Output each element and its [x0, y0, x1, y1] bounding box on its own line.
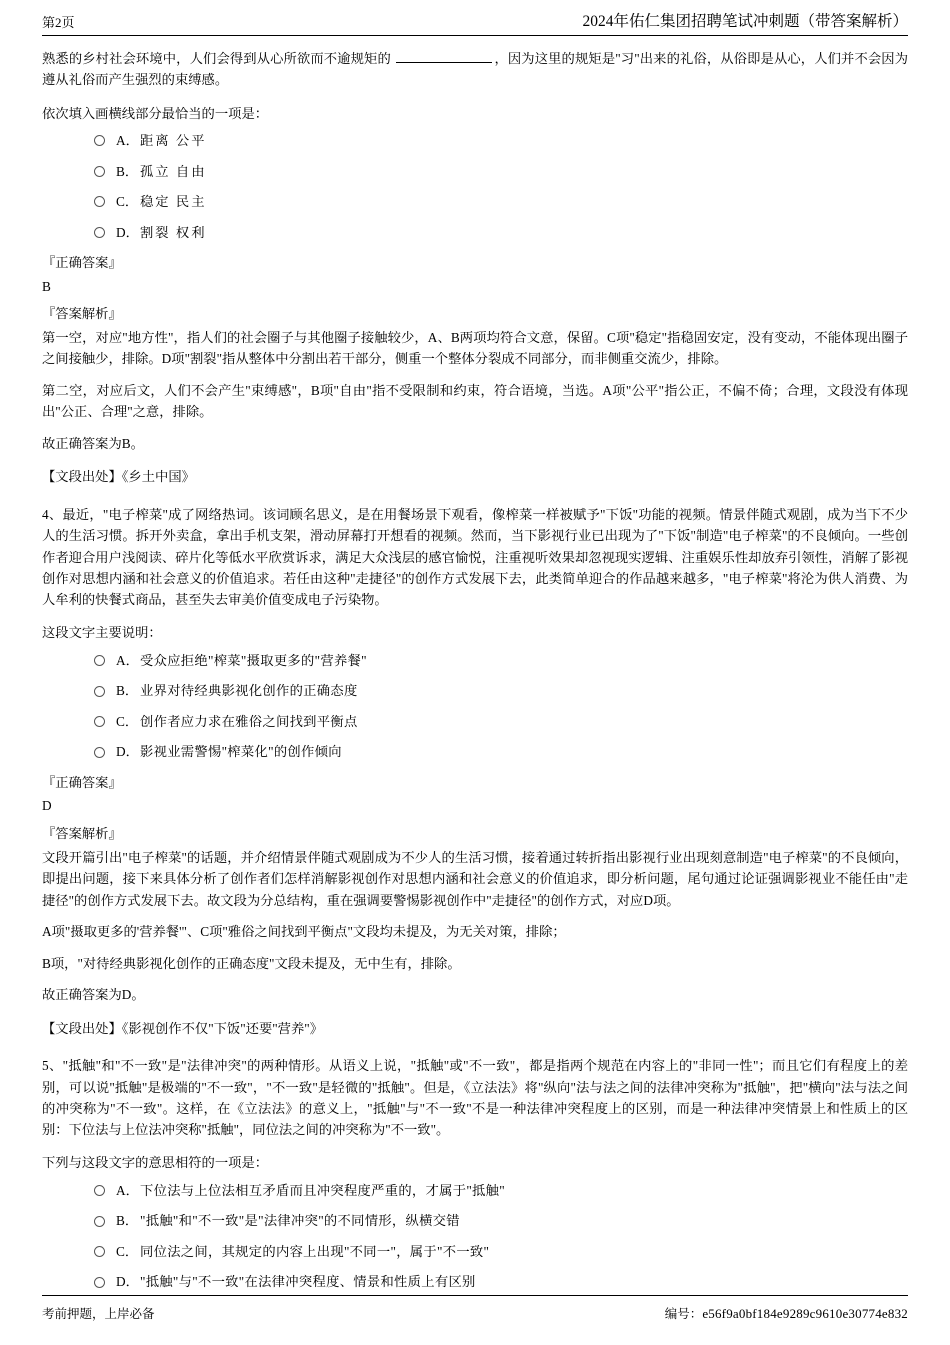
question3-analysis-paragraph: 故正确答案为B。 [42, 435, 144, 451]
footer-code-wrap [665, 1304, 908, 1322]
option-text: 同位法之间，其规定的内容上出现"不同一"，属于"不一致" [140, 1243, 490, 1259]
radio-icon[interactable] [94, 135, 105, 146]
radio-icon[interactable] [94, 1246, 105, 1257]
option-text: 业界对待经典影视化创作的正确态度 [140, 683, 358, 699]
document-content [42, 36, 908, 1293]
option-letter: A． [116, 133, 139, 149]
option-letter: B． [116, 1213, 139, 1229]
question4-stem: 4、最近，"电子榨菜"成了网络热词。该词顾名思义，是在用餐场景下观看，像榨菜一样被赋予"下饭"功能的视频。情景伴随式观剧，成为当下不少人的生活习惯。拆开外卖盒，拿出手机支架，滑动屏幕打开想看的视频。然而，当下影视行业已出现为了"下饭"制造"电子榨菜"的不良倾向。一些创作者迎合用户浅阅读、碎片化等低水平欣赏诉求，满足大众浅层的感官愉悦，注重视听效果却忽视现实逻辑、注重娱乐性却放弃引领性，消解了影视创作对思想内涵和社会意义的价值追求。若任由这种"走捷径"的创作方式发展下去，此类简单迎合的作品越来越多，"电子榨菜"将沦为供人消费、为人牟利的快餐式商品，甚至失去审美价值变成电子污染物。 [42, 506, 908, 608]
question4-answer-label: 『正确答案』 [42, 774, 122, 790]
question5-options [42, 1180, 908, 1293]
option-text: 创作者应力求在雅俗之间找到平衡点 [140, 713, 358, 729]
radio-icon[interactable] [94, 166, 105, 177]
question3-prompt: 依次填入画横线部分最恰当的一项是： [42, 105, 269, 121]
question3-analysis-paragraph: 第一空，对应"地方性"，指人们的社会圈子与其他圈子接触较少，A、B两项均符合文意，保留。C项"稳定"指稳固安定，没有变动，不能体现出圈子之间接触少，排除。D项"割裂"指从整体中分割出若干部分，侧重一个整体分裂成不同部分，而非侧重交流少，排除。 [42, 329, 908, 367]
radio-icon[interactable] [94, 655, 105, 666]
radio-icon[interactable] [94, 196, 105, 207]
option-text: 受众应拒绝"榨菜"摄取更多的"营养餐" [140, 652, 367, 668]
question3-analysis-label: 『答案解析』 [42, 306, 122, 322]
option-row[interactable] [42, 680, 908, 702]
option-letter: D． [116, 744, 139, 760]
footer-code-label: 编号： [664, 1307, 703, 1321]
option-text: 下位法与上位法相互矛盾而且冲突程度严重的，才属于"抵触" [140, 1182, 505, 1198]
radio-icon[interactable] [94, 716, 105, 727]
radio-icon[interactable] [94, 227, 105, 238]
option-letter: A． [116, 1182, 139, 1198]
option-letter: B． [116, 163, 139, 179]
question3-source: 【文段出处】《乡土中国》 [42, 469, 195, 485]
option-row[interactable] [42, 130, 908, 152]
option-row[interactable] [42, 222, 908, 244]
option-text: 稳定 民主 [140, 194, 207, 210]
question4-analysis-paragraph: B项，"对待经典影视化创作的正确态度"文段未提及，无中生有，排除。 [42, 955, 461, 971]
page-footer [0, 1289, 950, 1345]
option-row[interactable] [42, 1180, 908, 1202]
option-row[interactable] [42, 161, 908, 183]
footer-slogan: 考前押题，上岸必备 [42, 1307, 155, 1321]
option-letter: D． [116, 224, 139, 240]
radio-icon[interactable] [94, 1216, 105, 1227]
question4-answer: D [42, 798, 52, 814]
document-title: 2024年佑仁集团招聘笔试冲刺题（带答案解析） [582, 13, 908, 30]
option-letter: B． [116, 683, 139, 699]
option-row[interactable] [42, 1210, 908, 1232]
question4-prompt: 这段文字主要说明： [42, 625, 162, 641]
question3-answer-label: 『正确答案』 [42, 255, 122, 271]
option-text: 割裂 权利 [140, 224, 207, 240]
page-number-label: 第2页 [42, 15, 75, 30]
option-text: "抵触"与"不一致"在法律冲突程度、情景和性质上有区别 [140, 1274, 476, 1290]
question4-analysis-paragraph: A项"摄取更多的'营养餐'"、C项"雅俗之间找到平衡点"文段均未提及，为无关对策，排除； [42, 924, 566, 940]
question3-answer: B [42, 278, 51, 294]
option-row[interactable] [42, 191, 908, 213]
option-text: 孤立 自由 [140, 163, 207, 179]
option-row[interactable] [42, 741, 908, 763]
question5-prompt: 下列与这段文字的意思相符的一项是： [42, 1155, 269, 1171]
radio-icon[interactable] [94, 1277, 105, 1288]
option-letter: A． [116, 652, 139, 668]
option-text: "抵触"和"不一致"是"法律冲突"的不同情形，纵横交错 [140, 1213, 460, 1229]
radio-icon[interactable] [94, 686, 105, 697]
question3-stem-text: 熟悉的乡村社会环境中，人们会得到从心所欲而不逾规矩的 ，因为这里的规矩是"习"出来的礼俗，从俗即是从心，人们并不会因为遵从礼俗而产生强烈的束缚感。 [42, 51, 909, 88]
fill-in-blank [396, 49, 492, 63]
question4-options [42, 650, 908, 763]
option-text: 影视业需警惕"榨菜化"的创作倾向 [140, 744, 342, 760]
option-text: 距离 公平 [140, 133, 207, 149]
option-letter: C． [116, 1243, 139, 1259]
question3-analysis-paragraph: 第二空，对应后文，人们不会产生"束缚感"，B项"自由"指不受限制和约束，符合语境，当选。A项"公平"指公正，不偏不倚；合理，文段没有体现出"公正、合理"之意，排除。 [42, 382, 908, 420]
radio-icon[interactable] [94, 1185, 105, 1196]
question4-analysis-paragraph: 文段开篇引出"电子榨菜"的话题，并介绍情景伴随式观剧成为不少人的生活习惯，接着通过转折指出影视行业出现刻意制造"电子榨菜"的不良倾向，即提出问题，接下来具体分析了创作者们怎样消解影视创作对思想内涵和社会意义的价值追求，即分析问题，尾句通过论证强调影视业不能任由"走捷径"的创作方式发展下去。故文段为分总结构，重在强调要警惕影视创作中"走捷径"的创作方式，对应D项。 [42, 849, 908, 908]
question4-source: 【文段出处】《影视创作不仅"下饭"还要"营养"》 [42, 1020, 323, 1036]
question4-analysis-label: 『答案解析』 [42, 826, 122, 842]
option-letter: C． [116, 194, 139, 210]
question4-analysis-paragraph: 故正确答案为D。 [42, 987, 145, 1003]
option-letter: C． [116, 713, 139, 729]
option-row[interactable] [42, 711, 908, 733]
option-row[interactable] [42, 650, 908, 672]
radio-icon[interactable] [94, 747, 105, 758]
page-header [42, 0, 908, 36]
footer-code: e56f9a0bf184e9289c9610e30774e832 [702, 1306, 908, 1321]
question3-options [42, 130, 908, 243]
option-letter: D． [116, 1274, 139, 1290]
question3-stem [42, 48, 908, 91]
question5-stem: 5、"抵触"和"不一致"是"法律冲突"的两种情形。从语义上说，"抵触"或"不一致"，都是指两个规范在内容上的"非同一性"；而且它们有程度上的差别，可以说"抵触"是极端的"不一致"，"不一致"是轻微的"抵触"。但是，《立法法》将"纵向"法与法之间的法律冲突称为"抵触"，把"横向"法与法之间的冲突称为"不一致"。这样，在《立法法》的意义上，"抵触"与"不一致"不是一种法律冲突程度上的区别，而是一种法律冲突情景上和性质上的区别：下位法与上位法冲突称"抵触"，同位法之间的冲突称为"不一致"。 [42, 1058, 908, 1138]
option-row[interactable] [42, 1241, 908, 1263]
